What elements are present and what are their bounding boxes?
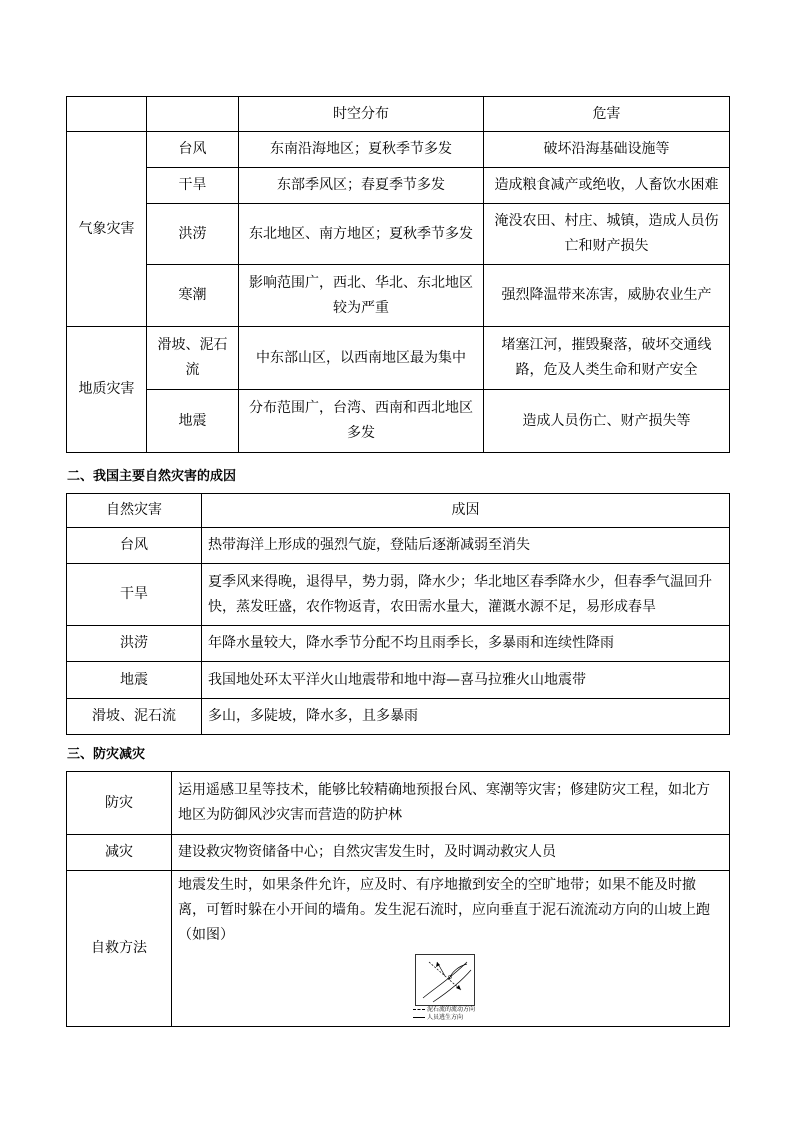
header-disaster: 自然灾害 (67, 494, 202, 528)
disaster-type-cell: 台风 (147, 132, 239, 168)
table-row (67, 168, 730, 204)
table-header-row (67, 494, 730, 528)
header-distribution: 时空分布 (239, 97, 484, 132)
group-label-geological: 地质灾害 (67, 327, 147, 453)
escape-direction-figure (415, 954, 479, 1022)
escape-diagram-svg (415, 954, 475, 1006)
header-blank-cell (67, 97, 147, 132)
table-row (67, 327, 730, 390)
disaster-name-cell: 地震 (67, 662, 202, 699)
legend-escape: 人员逃生方向 (413, 1014, 479, 1022)
disaster-type-cell: 干旱 (147, 168, 239, 204)
header-harm: 危害 (484, 97, 730, 132)
disaster-type-cell: 洪涝 (147, 204, 239, 265)
row-label-mitigation: 减灾 (67, 835, 172, 871)
disaster-name-cell: 洪涝 (67, 626, 202, 662)
table-row (67, 265, 730, 327)
self-rescue-text: 地震发生时，如果条件允许，应及时、有序地撤到安全的空旷地带；如果不能及时撤离，可暂时躲在小开间的墙角。发生泥石流时，应向垂直于泥石流流动方向的山坡上跑（如图） (178, 877, 710, 943)
cause-cell: 年降水量较大，降水季节分配不均且雨季长，多暴雨和连续性降雨 (202, 626, 730, 662)
cause-cell: 夏季风来得晚，退得早，势力弱，降水少；华北地区春季降水少，但春季气温回升快，蒸发旺盛，农作物返青，农田需水量大，灌溉水源不足，易形成春旱 (202, 564, 730, 626)
distribution-cell: 东部季风区；春夏季节多发 (239, 168, 484, 204)
table-row (67, 528, 730, 564)
header-cause: 成因 (202, 494, 730, 528)
prevention-table (66, 771, 730, 1027)
distribution-cell: 分布范围广，台湾、西南和西北地区多发 (239, 390, 484, 453)
disaster-name-cell: 干旱 (67, 564, 202, 626)
distribution-cell: 中东部山区，以西南地区最为集中 (239, 327, 484, 390)
table-row (67, 132, 730, 168)
legend-flow: 泥石流的流动方向 (413, 1006, 479, 1014)
distribution-cell: 影响范围广，西北、华北、东北地区较为严重 (239, 265, 484, 327)
cause-cell: 多山，多陡坡，降水多，且多暴雨 (202, 699, 730, 735)
harm-cell: 堵塞江河，摧毁聚落，破坏交通线路，危及人类生命和财产安全 (484, 327, 730, 390)
disaster-name-cell: 滑坡、泥石流 (67, 699, 202, 735)
row-label-self-rescue: 自救方法 (67, 871, 172, 1027)
table-row (67, 564, 730, 626)
debris-flow-arrowhead (456, 985, 461, 990)
header-blank-cell (147, 97, 239, 132)
figure-frame (416, 955, 475, 1006)
table-header-row (67, 97, 730, 132)
disaster-distribution-table (66, 96, 730, 453)
prevention-text: 运用遥感卫星等技术，能够比较精确地预报台风、寒潮等灾害；修建防灾工程，如北方地区为防御风沙灾害而营造的防护林 (172, 772, 730, 835)
dashed-line-icon (413, 1009, 425, 1010)
solid-line-icon (413, 1017, 425, 1018)
section-heading-causes: 二、我国主要自然灾害的成因 (67, 469, 237, 484)
disaster-type-cell: 地震 (147, 390, 239, 453)
disaster-name-cell: 台风 (67, 528, 202, 564)
table-row (67, 204, 730, 265)
harm-cell: 强烈降温带来冻害，威胁农业生产 (484, 265, 730, 327)
disaster-causes-table (66, 493, 730, 735)
table-row (67, 871, 730, 1027)
harm-cell: 破坏沿海基础设施等 (484, 132, 730, 168)
point-label: O (448, 975, 452, 981)
table-row (67, 626, 730, 662)
table-row (67, 772, 730, 835)
harm-cell: 造成粮食减产或绝收，人畜饮水困难 (484, 168, 730, 204)
group-label-meteorological: 气象灾害 (67, 132, 147, 327)
harm-cell: 淹没农田、村庄、城镇，造成人员伤亡和财产损失 (484, 204, 730, 265)
disaster-type-cell: 滑坡、泥石流 (147, 327, 239, 390)
self-rescue-cell (172, 871, 730, 1027)
row-label-prevention: 防灾 (67, 772, 172, 835)
distribution-cell: 东北地区、南方地区；夏秋季节多发 (239, 204, 484, 265)
table-row (67, 662, 730, 699)
cause-cell: 热带海洋上形成的强烈气旋，登陆后逐渐减弱至消失 (202, 528, 730, 564)
table-row (67, 390, 730, 453)
harm-cell: 造成人员伤亡、财产损失等 (484, 390, 730, 453)
mitigation-text: 建设救灾物资储备中心；自然灾害发生时，及时调动救灾人员 (172, 835, 730, 871)
table-row (67, 699, 730, 735)
slope-contour-line (423, 962, 467, 998)
disaster-type-cell: 寒潮 (147, 265, 239, 327)
distribution-cell: 东南沿海地区；夏秋季节多发 (239, 132, 484, 168)
cause-cell: 我国地处环太平洋火山地震带和地中海—喜马拉雅火山地震带 (202, 662, 730, 699)
table-row (67, 835, 730, 871)
section-heading-prevention: 三、防灾减灾 (67, 747, 146, 762)
